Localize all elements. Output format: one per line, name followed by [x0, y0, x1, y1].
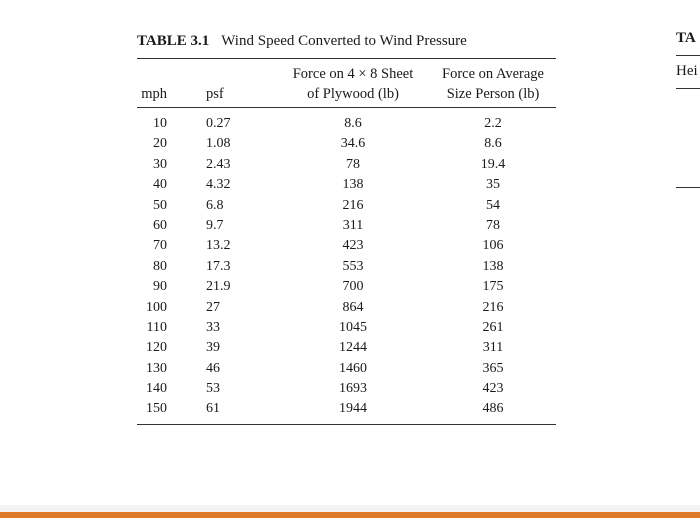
cell-psf: 53 — [206, 381, 220, 397]
cell-psf: 13.2 — [206, 238, 231, 254]
cell-mph: 130 — [146, 360, 167, 376]
footer-shadow — [0, 505, 700, 512]
table-body — [137, 108, 556, 420]
header-plywood-line2: of Plywood (lb) — [307, 86, 399, 102]
table-title: Wind Speed Converted to Wind Pressure — [221, 33, 467, 49]
cell-plywood-force: 1460 — [339, 360, 367, 376]
table-row — [137, 257, 556, 277]
cell-plywood-force: 1045 — [339, 319, 367, 335]
cell-mph: 150 — [146, 401, 167, 417]
cell-plywood-force: 78 — [346, 156, 360, 172]
table-row — [137, 114, 556, 134]
table-number: TABLE 3.1 — [137, 33, 210, 49]
cell-plywood-force: 311 — [342, 217, 364, 233]
table-caption — [137, 26, 556, 56]
table-row — [137, 399, 556, 419]
table-row — [137, 298, 556, 318]
table-row — [137, 175, 556, 195]
table-row — [137, 379, 556, 399]
cell-mph: 70 — [153, 238, 167, 254]
cell-plywood-force: 553 — [342, 258, 364, 274]
cell-plywood-force: 1944 — [339, 401, 367, 417]
cell-mph: 20 — [153, 136, 167, 152]
cell-person-force: 2.2 — [484, 116, 502, 131]
table-row — [137, 318, 556, 338]
next-table-bottom-rule — [676, 187, 700, 188]
next-table-top-rule — [676, 55, 700, 56]
cell-plywood-force: 138 — [342, 177, 364, 193]
cell-mph: 40 — [153, 177, 167, 193]
cell-psf: 27 — [206, 299, 220, 315]
cell-plywood-force: 216 — [342, 197, 364, 213]
table-row — [137, 236, 556, 256]
next-table-header-rule — [676, 88, 700, 89]
table-row — [137, 196, 556, 216]
header-psf: psf — [206, 86, 224, 102]
header-mph: mph — [141, 86, 167, 102]
cell-mph: 140 — [146, 381, 167, 397]
cell-person-force: 216 — [482, 299, 504, 315]
table-header — [137, 59, 556, 107]
cell-psf: 17.3 — [206, 258, 231, 274]
cell-person-force: 423 — [482, 381, 504, 397]
cell-mph: 60 — [153, 217, 167, 233]
table-row — [137, 216, 556, 236]
cell-mph: 80 — [153, 258, 167, 274]
wind-pressure-table — [137, 26, 556, 425]
cell-person-force: 8.6 — [484, 136, 502, 152]
cell-person-force: 261 — [482, 319, 504, 335]
cell-psf: 9.7 — [206, 217, 224, 233]
cell-plywood-force: 8.6 — [344, 116, 362, 131]
cell-person-force: 106 — [482, 238, 504, 254]
footer-accent-bar — [0, 512, 700, 518]
header-person-line1: Force on Average — [442, 66, 544, 82]
cell-psf: 0.27 — [206, 116, 231, 131]
cell-person-force: 35 — [486, 177, 500, 193]
table-row — [137, 277, 556, 297]
cell-mph: 50 — [153, 197, 167, 213]
cell-plywood-force: 423 — [342, 238, 364, 254]
table-row — [137, 155, 556, 175]
cell-plywood-force: 1693 — [339, 381, 367, 397]
header-plywood-line1: Force on 4 × 8 Sheet — [292, 66, 414, 82]
cell-plywood-force: 864 — [342, 299, 364, 315]
cell-psf: 39 — [206, 340, 220, 356]
cell-person-force: 54 — [486, 197, 500, 213]
cell-mph: 90 — [153, 279, 167, 295]
cell-person-force: 138 — [482, 258, 504, 274]
cell-psf: 6.8 — [206, 197, 224, 213]
cell-psf: 2.43 — [206, 156, 231, 172]
cell-mph: 100 — [146, 299, 167, 315]
cell-psf: 21.9 — [206, 279, 231, 295]
cell-person-force: 19.4 — [480, 156, 506, 172]
next-table-header-fragment: Hei — [676, 63, 698, 79]
cell-person-force: 486 — [482, 401, 504, 417]
cell-psf: 46 — [206, 360, 220, 376]
cell-person-force: 78 — [486, 217, 500, 233]
bottom-rule — [137, 424, 556, 425]
cell-plywood-force: 34.6 — [340, 136, 366, 152]
cell-mph: 10 — [153, 116, 167, 131]
cell-mph: 110 — [146, 319, 167, 335]
cell-plywood-force: 700 — [342, 279, 364, 295]
header-person-line2: Size Person (lb) — [446, 86, 540, 102]
cell-psf: 4.32 — [206, 177, 231, 193]
cell-mph: 120 — [146, 340, 167, 356]
cell-person-force: 365 — [482, 360, 504, 376]
table-row — [137, 359, 556, 379]
cell-psf: 33 — [206, 319, 220, 335]
cell-person-force: 311 — [482, 340, 504, 356]
cell-psf: 61 — [206, 401, 220, 417]
table-row — [137, 134, 556, 154]
next-table-title-fragment: TA — [676, 30, 696, 46]
cell-plywood-force: 1244 — [339, 340, 367, 356]
table-row — [137, 338, 556, 358]
cell-psf: 1.08 — [206, 136, 231, 152]
cell-mph: 30 — [153, 156, 167, 172]
cell-person-force: 175 — [482, 279, 504, 295]
